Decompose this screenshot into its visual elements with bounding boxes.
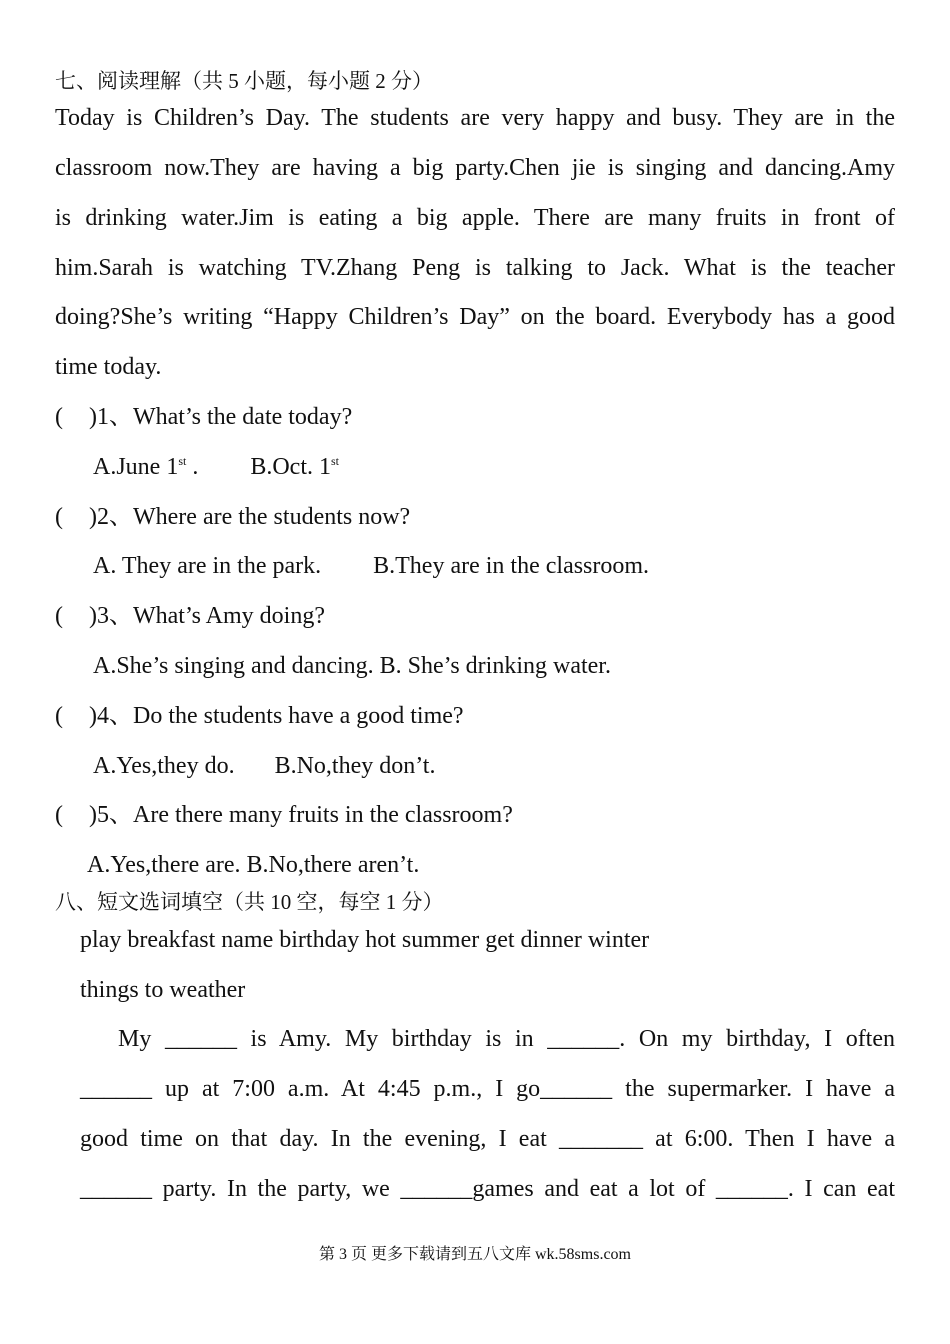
section-8-heading: 八、短文选词填空（共 10 空，每空 1 分） [55, 890, 444, 914]
question-5-options: A.Yes,there are. B.No,there aren’t. [87, 852, 420, 878]
question-5 [55, 800, 513, 830]
passage-line-4: him.Sarah is watching TV.Zhang Peng is talking to Jack. What is the teacher [55, 255, 895, 281]
option-2a: A. They are in the park. [93, 553, 322, 579]
question-4-text: )4、Do the students have a good time? [89, 703, 464, 729]
question-1-options [93, 452, 339, 482]
cloze-line-1: My ______ is Amy. My birthday is in ______. On my birthday, I often [118, 1026, 895, 1052]
answer-blank-5[interactable]: ( [55, 802, 63, 828]
answer-blank-2[interactable]: ( [55, 504, 63, 530]
passage-line-5: doing?She’s writing “Happy Children’s Day” on the board. Everybody has a good [55, 304, 895, 330]
passage-line-1: Today is Children’s Day. The students are very happy and busy. They are in the [55, 105, 895, 131]
option-2b: B.They are in the classroom. [373, 553, 650, 579]
option-4a: A.Yes,they do. [93, 753, 235, 779]
page-footer: 第 3 页 更多下载请到五八文库 wk.58sms.com [318, 1246, 631, 1263]
passage-line-3: is drinking water.Jim is eating a big apple. There are many fruits in front of [55, 205, 895, 231]
question-3-text: )3、What’s Amy doing? [89, 603, 325, 629]
question-3-options: A.She’s singing and dancing. B. She’s drinking water. [93, 653, 611, 679]
question-2 [55, 502, 410, 532]
answer-blank-1[interactable]: ( [55, 404, 63, 430]
answer-blank-3[interactable]: ( [55, 603, 63, 629]
section-7-heading: 七、阅读理解（共 5 小题，每小题 2 分） [55, 69, 433, 93]
question-2-options [93, 551, 649, 581]
question-2-text: )2、Where are the students now? [89, 504, 411, 530]
option-4b: B.No,they don’t. [274, 753, 436, 779]
cloze-line-2: ______ up at 7:00 a.m. At 4:45 p.m., I go______ the supermarker. I have a [80, 1076, 895, 1102]
question-4-options [93, 751, 435, 781]
word-bank-line-2: things to weather [80, 977, 246, 1003]
passage-line-2: classroom now.They are having a big party.Chen jie is singing and dancing.Amy [55, 155, 895, 181]
option-1b: B.Oct. 1st [250, 454, 340, 480]
question-3 [55, 601, 325, 631]
cloze-line-3: good time on that day. In the evening, I eat _______ at 6:00. Then I have a [80, 1126, 895, 1152]
passage-line-6: time today. [55, 354, 162, 380]
question-1 [55, 402, 352, 432]
cloze-line-4: ______ party. In the party, we ______games and eat a lot of ______. I can eat [80, 1176, 895, 1202]
question-4 [55, 701, 464, 731]
answer-blank-4[interactable]: ( [55, 703, 63, 729]
question-5-text: )5、Are there many fruits in the classroom? [89, 802, 513, 828]
question-1-text: )1、What’s the date today? [89, 404, 353, 430]
option-1a: A.June 1st . [93, 454, 199, 480]
word-bank-line-1: play breakfast name birthday hot summer get dinner winter [80, 927, 650, 953]
